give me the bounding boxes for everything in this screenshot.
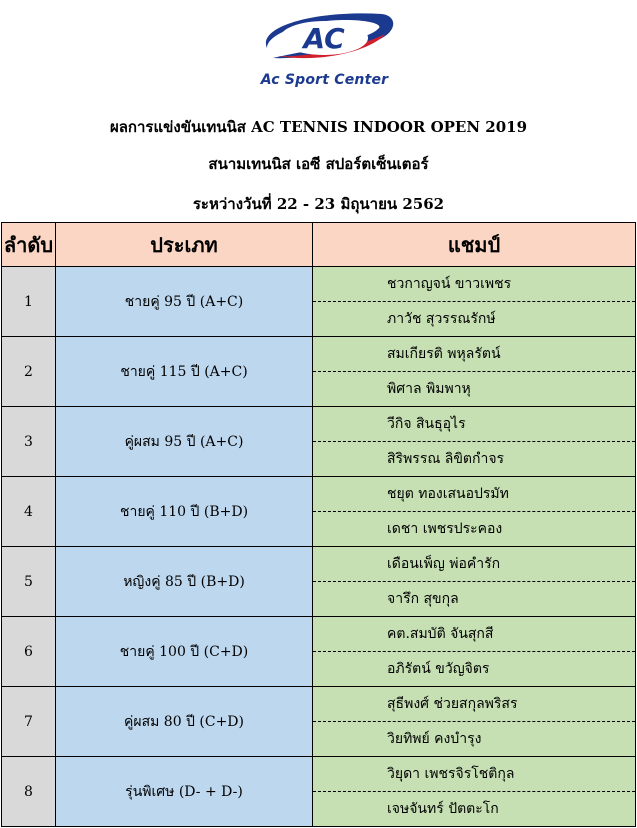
table-row bbox=[2, 477, 636, 512]
champion-name: วิยุดา เพชรจิรโชติกุล bbox=[313, 757, 636, 792]
rank-cell: 7 bbox=[2, 687, 56, 757]
column-header-rank: ลำดับ bbox=[2, 223, 56, 267]
rank-cell: 6 bbox=[2, 617, 56, 687]
column-header-category: ประเภท bbox=[56, 223, 313, 267]
rank-cell: 3 bbox=[2, 407, 56, 477]
champion-name: จารึก สุขกุล bbox=[313, 582, 636, 617]
table-row bbox=[2, 547, 636, 582]
champion-name: อภิรัตน์ ขวัญจิตร bbox=[313, 652, 636, 687]
champion-name: สมเกียรติ พหุลรัตน์ bbox=[313, 337, 636, 372]
table-row bbox=[2, 757, 636, 792]
champion-name: สิริพรรณ ลิขิตกำจร bbox=[313, 442, 636, 477]
champion-name: ภาวัช สุวรรณรักษ์ bbox=[313, 302, 636, 337]
category-cell: หญิงคู่ 85 ปี (B+D) bbox=[56, 547, 313, 617]
title-line-2: สนามเทนนิส เอซี สปอร์ตเซ็นเตอร์ bbox=[208, 155, 429, 173]
category-cell: รุ่นพิเศษ (D- + D-) bbox=[56, 757, 313, 827]
category-cell: ชายคู่ 115 ปี (A+C) bbox=[56, 337, 313, 407]
ac-sport-center-logo bbox=[247, 8, 402, 94]
champion-name: ชวกาญจน์ ขาวเพชร bbox=[313, 267, 636, 302]
table-row bbox=[2, 687, 636, 722]
category-cell: คู่ผสม 80 ปี (C+D) bbox=[56, 687, 313, 757]
column-header-champion: แชมป์ bbox=[313, 223, 636, 267]
category-cell: ชายคู่ 100 ปี (C+D) bbox=[56, 617, 313, 687]
title-line-1: ผลการแข่งขันเทนนิส AC TENNIS INDOOR OPEN 2019 bbox=[109, 118, 528, 136]
champion-name: วีกิจ สินธุอุไร bbox=[313, 407, 636, 442]
results-table bbox=[1, 222, 636, 827]
champion-name: วิยทิพย์ คงบำรุง bbox=[313, 722, 636, 757]
brand-name: Ac Sport Center bbox=[260, 72, 389, 88]
rank-cell: 1 bbox=[2, 267, 56, 337]
table-row bbox=[2, 267, 636, 302]
champion-name: เจษจันทร์ ปัตตะโก bbox=[313, 792, 636, 827]
champion-name: เดชา เพชรประคอง bbox=[313, 512, 636, 547]
rank-cell: 2 bbox=[2, 337, 56, 407]
champion-name: พิศาล พิมพาหุ bbox=[313, 372, 636, 407]
table-row bbox=[2, 407, 636, 442]
champion-name: ชยุต ทองเสนอปรมัท bbox=[313, 477, 636, 512]
champion-name: สุธีพงศ์ ช่วยสกุลพริสร bbox=[313, 687, 636, 722]
champion-name: คต.สมบัติ จันสุกสี bbox=[313, 617, 636, 652]
title-line-3: ระหว่างวันที่ 22 - 23 มิถุนายน 2562 bbox=[192, 195, 445, 213]
table-body bbox=[2, 267, 636, 827]
category-cell: คู่ผสม 95 ปี (A+C) bbox=[56, 407, 313, 477]
table-header-row bbox=[2, 223, 636, 267]
rank-cell: 8 bbox=[2, 757, 56, 827]
category-cell: ชายคู่ 95 ปี (A+C) bbox=[56, 267, 313, 337]
table-row bbox=[2, 617, 636, 652]
logo-swoosh-icon bbox=[247, 8, 402, 72]
logo-mark: AC bbox=[303, 22, 345, 55]
rank-cell: 5 bbox=[2, 547, 56, 617]
category-cell: ชายคู่ 110 ปี (B+D) bbox=[56, 477, 313, 547]
champion-name: เดือนเพ็ญ พ่อคำรัก bbox=[313, 547, 636, 582]
rank-cell: 4 bbox=[2, 477, 56, 547]
table-row bbox=[2, 337, 636, 372]
